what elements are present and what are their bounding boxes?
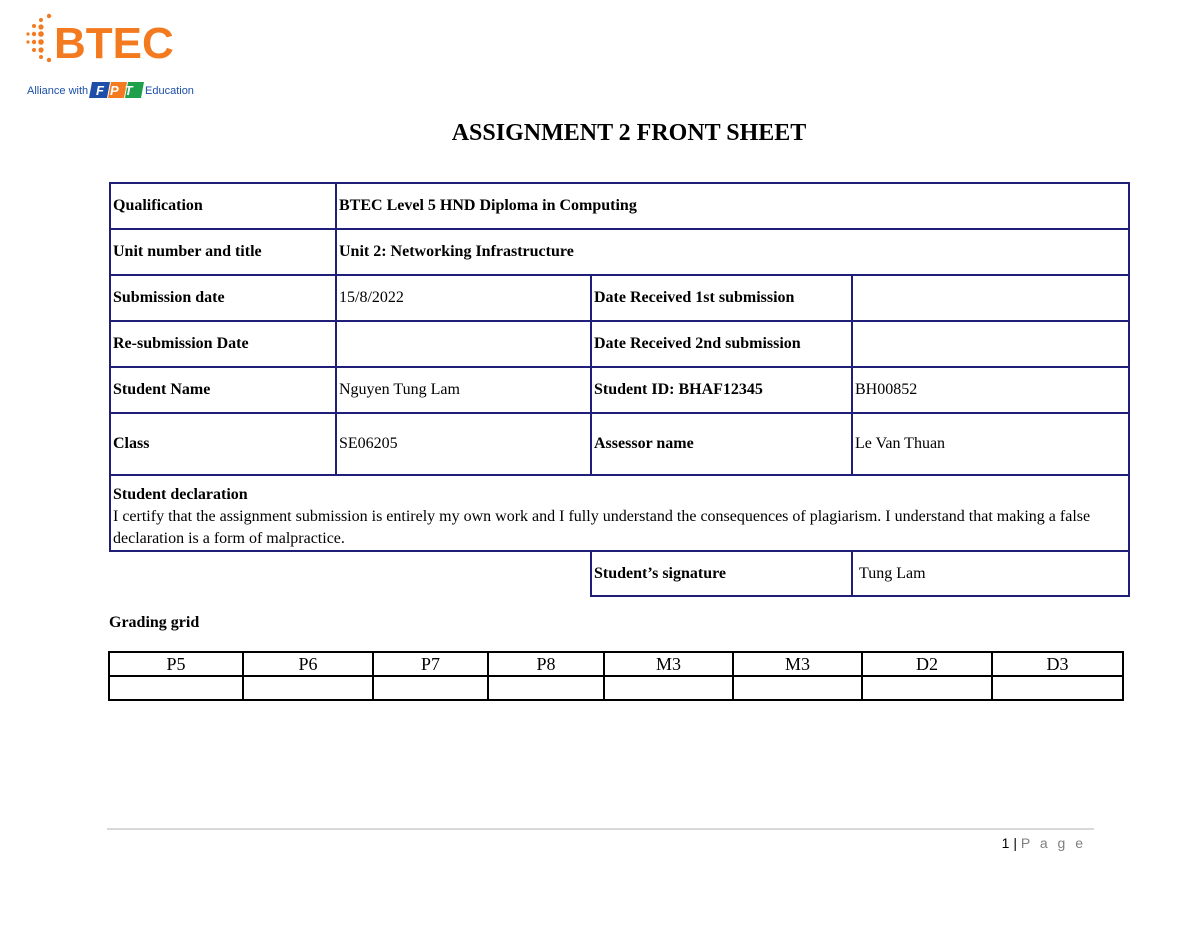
class-label: Class (110, 413, 336, 475)
declaration-text: I certify that the assignment submission is entirely my own work and I fully understand the consequences of plagiarism. I understand that making a false declaration is a form of malpractice. (113, 508, 1091, 547)
date-received-2-value[interactable] (852, 321, 1129, 367)
grade-header-p6: P6 (243, 652, 373, 676)
grade-cell-d2[interactable] (862, 676, 992, 700)
grade-header-d3: D3 (992, 652, 1123, 676)
class-value[interactable]: SE06205 (336, 413, 591, 475)
grade-cell-d3[interactable] (992, 676, 1123, 700)
student-name-label: Student Name (110, 367, 336, 413)
submission-date-label: Submission date (110, 275, 336, 321)
date-received-1-label: Date Received 1st submission (591, 275, 852, 321)
logo-brand-text: BTEC (54, 19, 174, 68)
unit-row (110, 229, 1129, 275)
qualification-row (110, 183, 1129, 229)
date-received-2-label: Date Received 2nd submission (591, 321, 852, 367)
signature-value[interactable]: Tung Lam (852, 551, 1129, 596)
student-id-value[interactable]: BH00852 (852, 367, 1129, 413)
resubmission-row (110, 321, 1129, 367)
declaration-row (110, 475, 1129, 551)
grade-header-m3: M3 (604, 652, 733, 676)
front-sheet-table (109, 182, 1130, 597)
btec-logo (24, 12, 194, 102)
grade-header-p5: P5 (109, 652, 243, 676)
unit-label: Unit number and title (110, 229, 336, 275)
resubmission-date-value[interactable] (336, 321, 591, 367)
grade-header-p7: P7 (373, 652, 488, 676)
page-title: ASSIGNMENT 2 FRONT SHEET (451, 120, 807, 146)
grade-cell-p7[interactable] (373, 676, 488, 700)
submission-date-value[interactable]: 15/8/2022 (336, 275, 591, 321)
btec-logo-graphic (24, 12, 194, 102)
student-declaration (110, 475, 1129, 551)
grade-cell-p6[interactable] (243, 676, 373, 700)
class-row (110, 413, 1129, 475)
fpt-logo-text: FPT (96, 83, 139, 98)
student-name-value[interactable]: Nguyen Tung Lam (336, 367, 591, 413)
fpt-logo (89, 82, 144, 98)
grade-header-m3-2: M3 (733, 652, 862, 676)
grading-value-row (109, 676, 1123, 700)
signature-spacer (110, 551, 591, 596)
footer-divider (107, 828, 1094, 830)
grade-cell-p8[interactable] (488, 676, 604, 700)
student-id-label: Student ID: BHAF12345 (591, 367, 852, 413)
submission-row (110, 275, 1129, 321)
page-separator: | (1009, 835, 1021, 851)
grade-cell-m3[interactable] (604, 676, 733, 700)
grading-header-row (109, 652, 1123, 676)
page-number: 1 (1001, 835, 1010, 851)
page-word: P a g e (1020, 835, 1086, 851)
logo-education-text: Education (145, 85, 194, 97)
student-row (110, 367, 1129, 413)
signature-row (110, 551, 1129, 596)
grading-grid-label: Grading grid (109, 614, 200, 631)
logo-dots (26, 14, 51, 62)
grade-header-d2: D2 (862, 652, 992, 676)
grade-cell-m3-2[interactable] (733, 676, 862, 700)
assessor-value[interactable]: Le Van Thuan (852, 413, 1129, 475)
assessor-label: Assessor name (591, 413, 852, 475)
unit-value: Unit 2: Networking Infrastructure (336, 229, 1129, 275)
logo-alliance-text: Alliance with (27, 85, 89, 97)
declaration-title: Student declaration (113, 486, 248, 503)
grade-cell-p5[interactable] (109, 676, 243, 700)
grading-grid (108, 651, 1124, 701)
resubmission-date-label: Re-submission Date (110, 321, 336, 367)
date-received-1-value[interactable] (852, 275, 1129, 321)
signature-label: Student’s signature (591, 551, 852, 596)
grade-header-p8: P8 (488, 652, 604, 676)
page-footer (1002, 835, 1086, 851)
qualification-label: Qualification (110, 183, 336, 229)
qualification-value: BTEC Level 5 HND Diploma in Computing (336, 183, 1129, 229)
